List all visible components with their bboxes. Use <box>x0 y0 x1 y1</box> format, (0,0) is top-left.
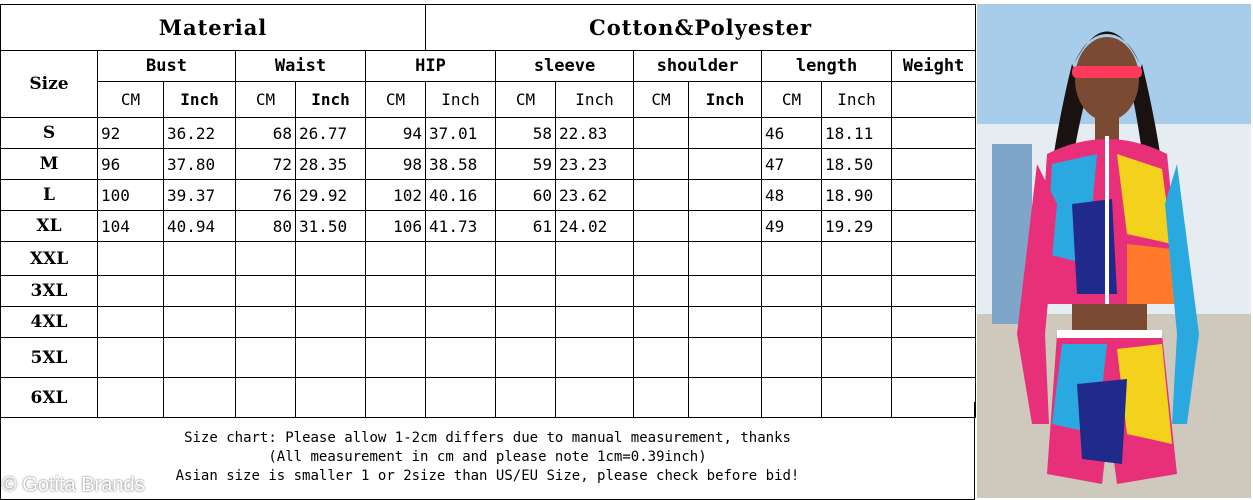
table-cell <box>496 242 556 276</box>
table-cell <box>296 276 366 307</box>
table-cell <box>689 338 762 378</box>
table-cell <box>892 118 976 149</box>
table-cell <box>556 307 634 338</box>
table-cell <box>762 242 822 276</box>
unit-inch: Inch <box>296 82 366 118</box>
table-cell: 106 <box>366 211 426 242</box>
table-cell <box>366 276 426 307</box>
size-label: M <box>1 149 98 180</box>
table-cell <box>164 276 236 307</box>
table-cell <box>689 242 762 276</box>
table-cell <box>496 276 556 307</box>
notes-box <box>0 402 975 500</box>
unit-cm: CM <box>98 82 164 118</box>
table-cell: 31.50 <box>296 211 366 242</box>
table-cell <box>689 180 762 211</box>
size-label: 3XL <box>1 276 98 307</box>
table-cell <box>822 242 892 276</box>
table-cell: 37.80 <box>164 149 236 180</box>
table-cell: 46 <box>762 118 822 149</box>
note-line: (All measurement in cm and please note 1cm=0.39inch) <box>268 449 707 465</box>
unit-inch: Inch <box>426 82 496 118</box>
table-cell: 72 <box>236 149 296 180</box>
table-cell <box>634 211 689 242</box>
table-cell <box>98 307 164 338</box>
table-cell <box>296 307 366 338</box>
table-cell: 48 <box>762 180 822 211</box>
table-cell: 58 <box>496 118 556 149</box>
table-cell <box>892 307 976 338</box>
table-cell <box>762 307 822 338</box>
material-value: Cotton&Polyester <box>426 5 976 51</box>
unit-inch: Inch <box>822 82 892 118</box>
table-cell <box>426 276 496 307</box>
table-cell: 28.35 <box>296 149 366 180</box>
table-cell: 39.37 <box>164 180 236 211</box>
table-cell <box>892 338 976 378</box>
table-cell <box>634 242 689 276</box>
size-label: S <box>1 118 98 149</box>
length-header: length <box>762 51 892 82</box>
table-cell <box>822 276 892 307</box>
table-cell: 40.94 <box>164 211 236 242</box>
table-cell: 22.83 <box>556 118 634 149</box>
table-cell <box>164 338 236 378</box>
table-cell: 41.73 <box>426 211 496 242</box>
table-cell <box>634 276 689 307</box>
table-cell: 26.77 <box>296 118 366 149</box>
table-cell: 104 <box>98 211 164 242</box>
table-cell: 19.29 <box>822 211 892 242</box>
table-cell <box>822 338 892 378</box>
unit-inch: Inch <box>556 82 634 118</box>
table-cell <box>689 118 762 149</box>
table-row <box>1 149 976 180</box>
table-row <box>1 118 976 149</box>
unit-cm: CM <box>634 82 689 118</box>
size-rows <box>1 118 976 418</box>
note-line: Size chart: Please allow 1-2cm differs due to manual measurement, thanks <box>184 430 791 446</box>
note-line: Asian size is smaller 1 or 2size than US/EU Size, please check before bid! <box>175 468 800 484</box>
table-cell <box>822 307 892 338</box>
table-cell <box>98 338 164 378</box>
table-cell: 23.62 <box>556 180 634 211</box>
table-cell <box>689 307 762 338</box>
unit-inch: Inch <box>689 82 762 118</box>
table-row <box>1 276 976 307</box>
unit-cm: CM <box>496 82 556 118</box>
table-cell <box>164 307 236 338</box>
unit-inch: Inch <box>164 82 236 118</box>
unit-cm: CM <box>236 82 296 118</box>
bust-header: Bust <box>98 51 236 82</box>
table-cell <box>366 338 426 378</box>
table-row <box>1 338 976 378</box>
size-table <box>0 4 976 418</box>
table-cell: 18.50 <box>822 149 892 180</box>
table-cell <box>689 276 762 307</box>
table-cell: 59 <box>496 149 556 180</box>
table-cell: 80 <box>236 211 296 242</box>
table-cell: 40.16 <box>426 180 496 211</box>
table-cell <box>634 118 689 149</box>
size-label: 6XL <box>1 378 98 418</box>
table-cell <box>892 211 976 242</box>
table-cell <box>556 276 634 307</box>
table-cell: 47 <box>762 149 822 180</box>
table-row <box>1 242 976 276</box>
table-cell: 61 <box>496 211 556 242</box>
table-cell: 68 <box>236 118 296 149</box>
unit-cm: CM <box>762 82 822 118</box>
table-cell <box>892 149 976 180</box>
table-row <box>1 307 976 338</box>
table-cell <box>496 338 556 378</box>
table-cell: 92 <box>98 118 164 149</box>
table-cell <box>556 242 634 276</box>
table-cell <box>634 338 689 378</box>
table-cell <box>762 338 822 378</box>
table-cell <box>236 307 296 338</box>
table-cell <box>236 338 296 378</box>
table-cell: 37.01 <box>426 118 496 149</box>
table-cell <box>689 211 762 242</box>
table-cell <box>892 242 976 276</box>
table-cell <box>236 242 296 276</box>
table-cell <box>296 338 366 378</box>
hip-header: HIP <box>366 51 496 82</box>
table-cell <box>689 149 762 180</box>
table-cell <box>296 242 366 276</box>
table-cell <box>634 149 689 180</box>
table-cell <box>366 242 426 276</box>
table-cell <box>892 180 976 211</box>
table-cell <box>426 307 496 338</box>
size-label: XXL <box>1 242 98 276</box>
table-cell: 98 <box>366 149 426 180</box>
material-label: Material <box>1 5 426 51</box>
table-cell: 100 <box>98 180 164 211</box>
table-cell: 23.23 <box>556 149 634 180</box>
shoulder-header: shoulder <box>634 51 762 82</box>
size-label: 5XL <box>1 338 98 378</box>
table-cell: 102 <box>366 180 426 211</box>
weight-unit-cell <box>892 82 976 118</box>
unit-cm: CM <box>366 82 426 118</box>
table-cell <box>634 180 689 211</box>
size-chart <box>0 4 975 500</box>
model-photo <box>977 4 1251 498</box>
watermark: © Gotita Brands <box>2 474 145 496</box>
table-cell: 60 <box>496 180 556 211</box>
table-cell: 76 <box>236 180 296 211</box>
table-cell: 29.92 <box>296 180 366 211</box>
table-row <box>1 180 976 211</box>
table-cell: 38.58 <box>426 149 496 180</box>
sleeve-header: sleeve <box>496 51 634 82</box>
table-cell <box>426 242 496 276</box>
table-cell <box>98 242 164 276</box>
table-cell <box>366 307 426 338</box>
weight-header: Weight <box>892 51 976 82</box>
table-cell: 96 <box>98 149 164 180</box>
table-cell <box>762 276 822 307</box>
size-label: 4XL <box>1 307 98 338</box>
table-cell: 24.02 <box>556 211 634 242</box>
waist-header: Waist <box>236 51 366 82</box>
table-cell: 49 <box>762 211 822 242</box>
size-header: Size <box>1 51 98 118</box>
table-cell <box>98 276 164 307</box>
table-cell <box>236 276 296 307</box>
table-cell <box>164 242 236 276</box>
table-cell: 36.22 <box>164 118 236 149</box>
table-cell: 18.11 <box>822 118 892 149</box>
size-label: XL <box>1 211 98 242</box>
table-cell <box>496 307 556 338</box>
table-cell <box>634 307 689 338</box>
model-illustration <box>977 4 1251 498</box>
table-cell <box>892 276 976 307</box>
table-cell: 18.90 <box>822 180 892 211</box>
table-cell <box>556 338 634 378</box>
table-cell: 94 <box>366 118 426 149</box>
table-cell <box>426 338 496 378</box>
size-label: L <box>1 180 98 211</box>
table-row <box>1 211 976 242</box>
